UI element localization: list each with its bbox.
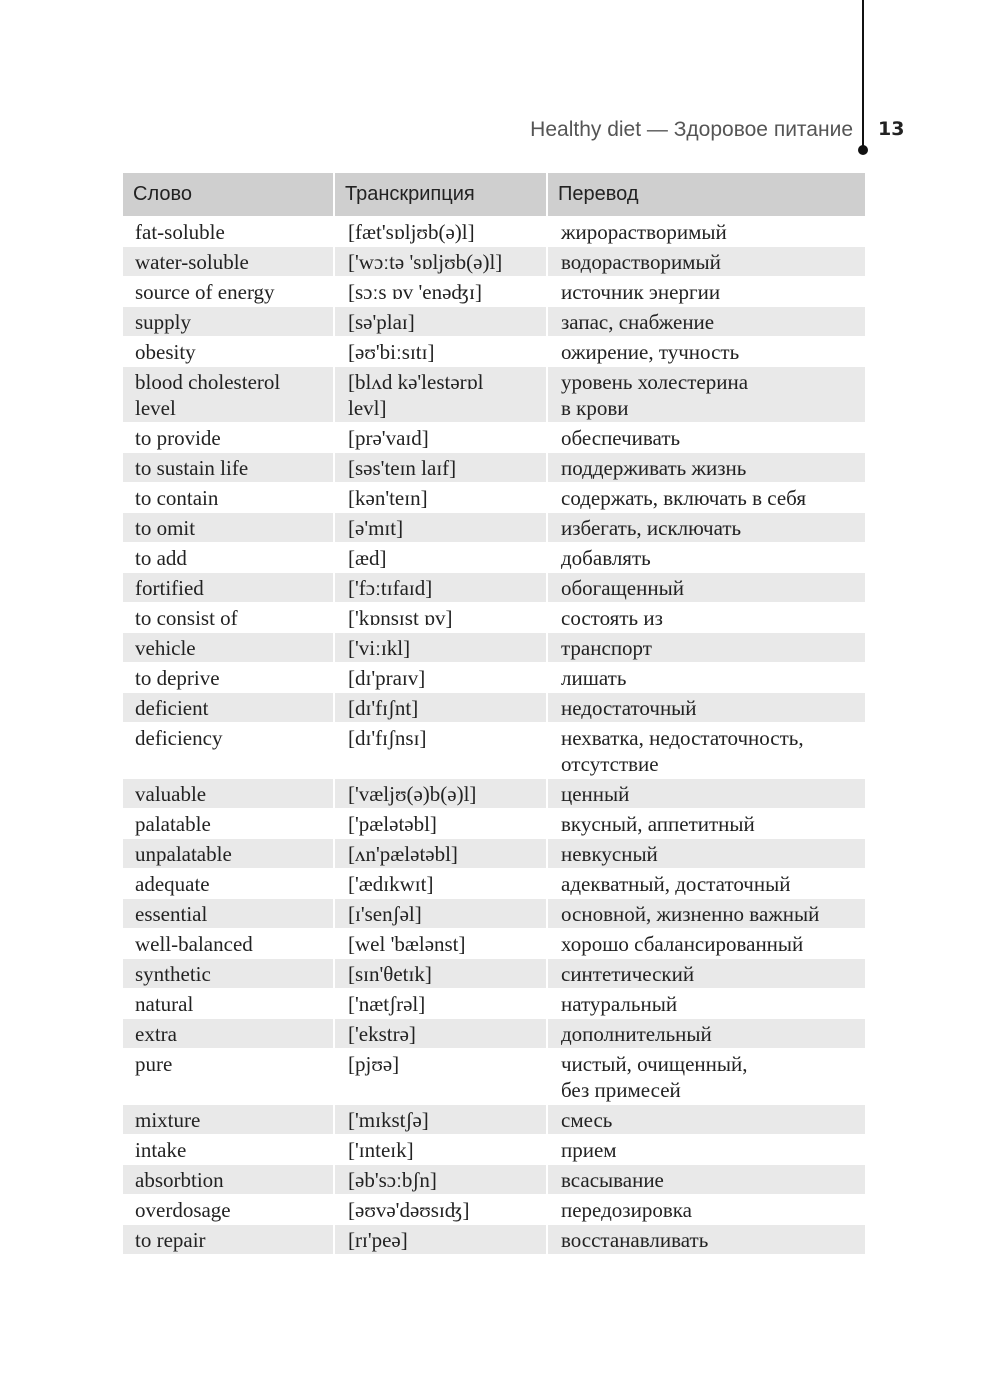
table-row xyxy=(123,366,865,422)
cell-text-line: absorbtion xyxy=(135,1168,224,1192)
cell-text-line: натуральный xyxy=(561,992,678,1016)
cell-text-line: deficiency xyxy=(135,726,223,750)
cell-text-line: deficient xyxy=(135,696,209,720)
cell-text-line: избегать, исключать xyxy=(561,516,742,540)
cell-text-line: жирорастворимый xyxy=(561,220,727,244)
cell-text-line: невкусный xyxy=(561,842,658,866)
cell-text-line: to provide xyxy=(135,426,221,450)
cell-text-line: без примесей xyxy=(561,1078,681,1102)
translation-cell xyxy=(548,1018,865,1048)
cell-text-line: синтетический xyxy=(561,962,695,986)
cell-text-line: to contain xyxy=(135,486,219,510)
transcription-cell xyxy=(335,692,548,722)
cell-text-line: water-soluble xyxy=(135,250,249,274)
table-row xyxy=(123,1048,865,1104)
translation-cell xyxy=(548,602,865,632)
cell-text-line: source of energy xyxy=(135,280,275,304)
translation-cell xyxy=(548,1104,865,1134)
cell-text-line: прием xyxy=(561,1138,617,1162)
transcription-cell xyxy=(335,572,548,602)
vocabulary-table xyxy=(123,173,865,1254)
cell-text-line: водорастворимый xyxy=(561,250,721,274)
cell-text-line: добавлять xyxy=(561,546,651,570)
word-cell xyxy=(123,422,335,452)
translation-cell xyxy=(548,482,865,512)
cell-text-line: ['viːɪkl] xyxy=(348,636,411,660)
translation-cell xyxy=(548,868,865,898)
transcription-cell xyxy=(335,602,548,632)
table-row xyxy=(123,306,865,336)
translation-cell xyxy=(548,988,865,1018)
table-row xyxy=(123,958,865,988)
word-cell xyxy=(123,808,335,838)
cell-text-line: [fæt'sɒljʊb(ə)l] xyxy=(348,220,475,244)
table-row xyxy=(123,1104,865,1134)
column-header-word: Слово xyxy=(123,173,335,216)
translation-cell xyxy=(548,958,865,988)
cell-text-line: восстанавливать xyxy=(561,1228,709,1252)
cell-text-line: pure xyxy=(135,1052,173,1076)
table-row xyxy=(123,542,865,572)
cell-text-line: [sə'plaɪ] xyxy=(348,310,415,334)
transcription-cell xyxy=(335,1104,548,1134)
word-cell xyxy=(123,1104,335,1134)
translation-cell xyxy=(548,422,865,452)
translation-cell xyxy=(548,838,865,868)
cell-text-line: основной, жизненно важный xyxy=(561,902,820,926)
cell-text-line: vehicle xyxy=(135,636,196,660)
word-cell xyxy=(123,512,335,542)
word-cell xyxy=(123,246,335,276)
transcription-cell xyxy=(335,632,548,662)
translation-cell xyxy=(548,246,865,276)
transcription-cell xyxy=(335,958,548,988)
cell-text-line: [pjʊə] xyxy=(348,1052,400,1076)
cell-text-line: поддерживать жизнь xyxy=(561,456,747,480)
transcription-cell xyxy=(335,898,548,928)
cell-text-line: to sustain life xyxy=(135,456,249,480)
cell-text-line: ['pælətəbl] xyxy=(348,812,437,836)
word-cell xyxy=(123,336,335,366)
word-cell xyxy=(123,868,335,898)
translation-cell xyxy=(548,898,865,928)
word-cell xyxy=(123,1134,335,1164)
translation-cell xyxy=(548,512,865,542)
transcription-cell xyxy=(335,336,548,366)
transcription-cell xyxy=(335,306,548,336)
table-row xyxy=(123,276,865,306)
table-row xyxy=(123,778,865,808)
cell-text-line: unpalatable xyxy=(135,842,232,866)
translation-cell xyxy=(548,778,865,808)
table-row xyxy=(123,898,865,928)
cell-text-line: to consist of xyxy=(135,606,238,630)
table-row xyxy=(123,838,865,868)
translation-cell xyxy=(548,276,865,306)
word-cell xyxy=(123,928,335,958)
cell-text-line: в крови xyxy=(561,396,629,420)
cell-text-line: extra xyxy=(135,1022,177,1046)
table-row xyxy=(123,1134,865,1164)
table-header xyxy=(123,173,865,216)
cell-text-line: [sɔːs ɒv 'enəʤɪ] xyxy=(348,280,482,304)
cell-text-line: запас, снабжение xyxy=(561,310,715,334)
word-cell xyxy=(123,692,335,722)
cell-text-line: транспорт xyxy=(561,636,652,660)
word-cell xyxy=(123,662,335,692)
transcription-cell xyxy=(335,1194,548,1224)
cell-text-line: [əb'sɔːbʃn] xyxy=(348,1168,437,1192)
cell-text-line: вкусный, аппетитный xyxy=(561,812,755,836)
transcription-cell xyxy=(335,778,548,808)
transcription-cell xyxy=(335,662,548,692)
translation-cell xyxy=(548,542,865,572)
translation-cell xyxy=(548,1194,865,1224)
cell-text-line: хорошо сбалансированный xyxy=(561,932,804,956)
cell-text-line: состоять из xyxy=(561,606,663,630)
cell-text-line: ['nætʃrəl] xyxy=(348,992,426,1016)
cell-text-line: palatable xyxy=(135,812,211,836)
table-row xyxy=(123,632,865,662)
transcription-cell xyxy=(335,868,548,898)
transcription-cell xyxy=(335,1164,548,1194)
word-cell xyxy=(123,898,335,928)
table-body xyxy=(123,216,865,1254)
cell-text-line: essential xyxy=(135,902,208,926)
cell-text-line: overdosage xyxy=(135,1198,231,1222)
margin-rule xyxy=(862,0,864,150)
cell-text-line: [blʌd kə'lestərɒl xyxy=(348,370,484,394)
table-row xyxy=(123,988,865,1018)
page-number: 13 xyxy=(878,118,905,140)
cell-text-line: [əʊvə'dəʊsɪʤ] xyxy=(348,1198,470,1222)
cell-text-line: levl] xyxy=(348,396,387,420)
word-cell xyxy=(123,452,335,482)
cell-text-line: [æd] xyxy=(348,546,387,570)
cell-text-line: ожирение, тучность xyxy=(561,340,740,364)
transcription-cell xyxy=(335,1018,548,1048)
cell-text-line: [sɪn'θetɪk] xyxy=(348,962,432,986)
word-cell xyxy=(123,542,335,572)
table-row xyxy=(123,572,865,602)
cell-text-line: [dɪ'praɪv] xyxy=(348,666,426,690)
running-title: Healthy diet — Здоровое питание xyxy=(530,118,853,141)
table-row xyxy=(123,246,865,276)
table-row xyxy=(123,482,865,512)
transcription-cell xyxy=(335,808,548,838)
cell-text-line: [dɪ'fɪʃnt] xyxy=(348,696,419,720)
translation-cell xyxy=(548,1134,865,1164)
cell-text-line: ['ædɪkwɪt] xyxy=(348,872,434,896)
table-row xyxy=(123,1164,865,1194)
transcription-cell xyxy=(335,1134,548,1164)
cell-text-line: obesity xyxy=(135,340,196,364)
cell-text-line: fat-soluble xyxy=(135,220,225,244)
transcription-cell xyxy=(335,542,548,572)
column-header-translation: Перевод xyxy=(548,173,865,216)
translation-cell xyxy=(548,452,865,482)
table-row xyxy=(123,602,865,632)
word-cell xyxy=(123,1194,335,1224)
word-cell xyxy=(123,1048,335,1104)
cell-text-line: лишать xyxy=(561,666,627,690)
word-cell xyxy=(123,632,335,662)
transcription-cell xyxy=(335,928,548,958)
table-row xyxy=(123,662,865,692)
word-cell xyxy=(123,778,335,808)
table-row xyxy=(123,336,865,366)
table-row xyxy=(123,216,865,246)
cell-text-line: смесь xyxy=(561,1108,613,1132)
cell-text-line: to omit xyxy=(135,516,196,540)
cell-text-line: supply xyxy=(135,310,192,334)
translation-cell xyxy=(548,722,865,778)
table-row xyxy=(123,868,865,898)
cell-text-line: to repair xyxy=(135,1228,206,1252)
translation-cell xyxy=(548,928,865,958)
table-row xyxy=(123,512,865,542)
cell-text-line: [prə'vaɪd] xyxy=(348,426,429,450)
translation-cell xyxy=(548,632,865,662)
translation-cell xyxy=(548,366,865,422)
transcription-cell xyxy=(335,366,548,422)
table-row xyxy=(123,928,865,958)
word-cell xyxy=(123,1164,335,1194)
cell-text-line: источник энергии xyxy=(561,280,721,304)
translation-cell xyxy=(548,1048,865,1104)
transcription-cell xyxy=(335,452,548,482)
cell-text-line: mixture xyxy=(135,1108,201,1132)
cell-text-line: [kən'teɪn] xyxy=(348,486,428,510)
translation-cell xyxy=(548,336,865,366)
cell-text-line: synthetic xyxy=(135,962,211,986)
word-cell xyxy=(123,482,335,512)
translation-cell xyxy=(548,692,865,722)
transcription-cell xyxy=(335,216,548,246)
translation-cell xyxy=(548,808,865,838)
word-cell xyxy=(123,722,335,778)
margin-rule-dot xyxy=(858,145,868,155)
column-header-transcription: Транскрипция xyxy=(335,173,548,216)
cell-text-line: всасывание xyxy=(561,1168,664,1192)
cell-text-line: natural xyxy=(135,992,194,1016)
cell-text-line: уровень холестерина xyxy=(561,370,749,394)
word-cell xyxy=(123,1224,335,1254)
cell-text-line: ['wɔːtə 'sɒljʊb(ə)l] xyxy=(348,250,503,274)
translation-cell xyxy=(548,306,865,336)
transcription-cell xyxy=(335,838,548,868)
table-row xyxy=(123,452,865,482)
cell-text-line: ['ekstrə] xyxy=(348,1022,416,1046)
translation-cell xyxy=(548,572,865,602)
table-row xyxy=(123,1018,865,1048)
translation-cell xyxy=(548,216,865,246)
cell-text-line: level xyxy=(135,396,176,420)
cell-text-line: содержать, включать в себя xyxy=(561,486,806,510)
word-cell xyxy=(123,838,335,868)
word-cell xyxy=(123,602,335,632)
cell-text-line: blood cholesterol xyxy=(135,370,281,394)
word-cell xyxy=(123,572,335,602)
cell-text-line: ['væljʊ(ə)b(ə)l] xyxy=(348,782,477,806)
cell-text-line: отсутствие xyxy=(561,752,659,776)
word-cell xyxy=(123,1018,335,1048)
transcription-cell xyxy=(335,422,548,452)
cell-text-line: [wel 'bælənst] xyxy=(348,932,466,956)
cell-text-line: [əʊ'biːsɪtɪ] xyxy=(348,340,435,364)
word-cell xyxy=(123,366,335,422)
cell-text-line: to add xyxy=(135,546,187,570)
translation-cell xyxy=(548,1164,865,1194)
cell-text-line: обеспечивать xyxy=(561,426,681,450)
cell-text-line: [dɪ'fɪʃnsɪ] xyxy=(348,726,427,750)
cell-text-line: [səs'teɪn laɪf] xyxy=(348,456,457,480)
table-row xyxy=(123,808,865,838)
word-cell xyxy=(123,306,335,336)
transcription-cell xyxy=(335,1224,548,1254)
cell-text-line: чистый, очищенный, xyxy=(561,1052,748,1076)
cell-text-line: well-balanced xyxy=(135,932,253,956)
cell-text-line: [ɪ'senʃəl] xyxy=(348,902,422,926)
cell-text-line: intake xyxy=(135,1138,187,1162)
cell-text-line: [ʌn'pælətəbl] xyxy=(348,842,458,866)
transcription-cell xyxy=(335,1048,548,1104)
cell-text-line: недостаточный xyxy=(561,696,697,720)
table-row xyxy=(123,722,865,778)
word-cell xyxy=(123,216,335,246)
cell-text-line: [ə'mɪt] xyxy=(348,516,404,540)
table-header-row xyxy=(123,173,865,216)
transcription-cell xyxy=(335,988,548,1018)
transcription-cell xyxy=(335,246,548,276)
cell-text-line: адекватный, достаточный xyxy=(561,872,791,896)
table-row xyxy=(123,1224,865,1254)
cell-text-line: ['mɪkstʃə] xyxy=(348,1108,429,1132)
cell-text-line: valuable xyxy=(135,782,207,806)
cell-text-line: обогащенный xyxy=(561,576,684,600)
translation-cell xyxy=(548,1224,865,1254)
cell-text-line: ['ɪnteɪk] xyxy=(348,1138,414,1162)
transcription-cell xyxy=(335,722,548,778)
word-cell xyxy=(123,988,335,1018)
cell-text-line: adequate xyxy=(135,872,210,896)
table-row xyxy=(123,1194,865,1224)
transcription-cell xyxy=(335,276,548,306)
translation-cell xyxy=(548,662,865,692)
cell-text-line: ценный xyxy=(561,782,630,806)
table-row xyxy=(123,422,865,452)
transcription-cell xyxy=(335,512,548,542)
cell-text-line: нехватка, недостаточность, xyxy=(561,726,804,750)
cell-text-line: дополнительный xyxy=(561,1022,712,1046)
word-cell xyxy=(123,276,335,306)
table-row xyxy=(123,692,865,722)
cell-text-line: ['fɔːtɪfaɪd] xyxy=(348,576,433,600)
cell-text-line: fortified xyxy=(135,576,204,600)
transcription-cell xyxy=(335,482,548,512)
cell-text-line: to deprive xyxy=(135,666,220,690)
cell-text-line: передозировка xyxy=(561,1198,692,1222)
word-cell xyxy=(123,958,335,988)
cell-text-line: ['kɒnsɪst ɒv] xyxy=(348,606,453,630)
cell-text-line: [rɪ'peə] xyxy=(348,1228,408,1252)
